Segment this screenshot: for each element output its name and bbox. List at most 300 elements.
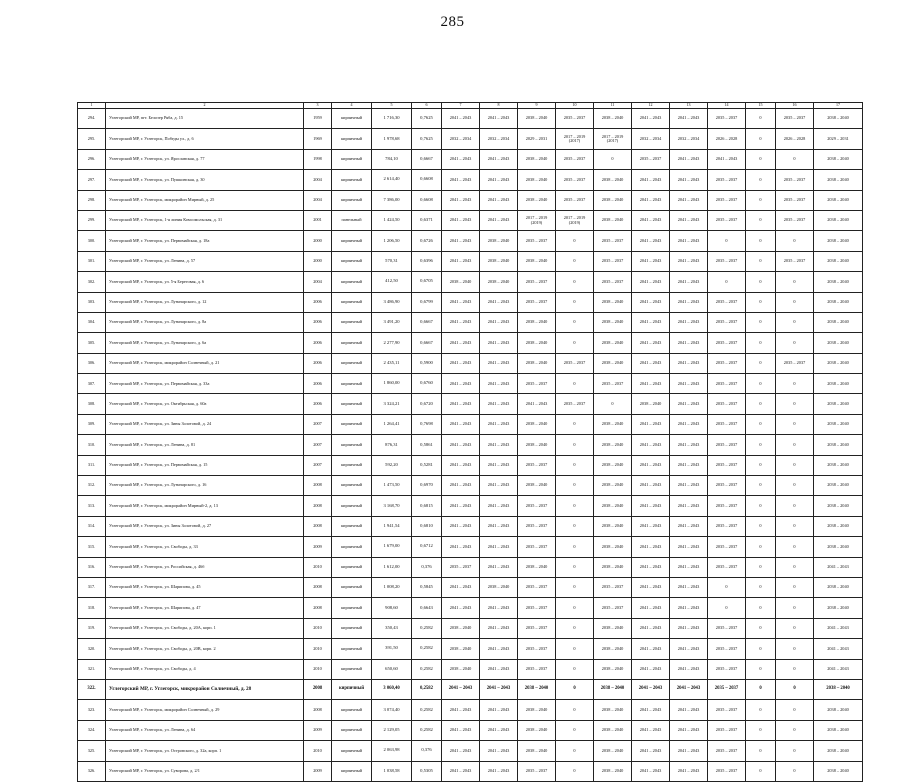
table-row (78, 394, 863, 414)
row-number-cell: 321. (78, 659, 106, 679)
table-cell: кирпичный (332, 516, 372, 536)
table-cell: 2038 – 2040 (594, 476, 632, 496)
table-cell: 0 (556, 414, 594, 434)
address-cell: Углегорский МР, г. Углегорск, ул. Первомайская, д. 18а (106, 231, 304, 251)
table-cell: кирпичный (332, 149, 372, 169)
table-cell: 0 (746, 333, 776, 353)
row-number-cell: 308. (78, 394, 106, 414)
table-cell: 2038 – 2040 (814, 394, 863, 414)
table-cell: 0 (746, 190, 776, 210)
address-cell: Углегорский МР, пгт. Белозер Ряба, д. 15 (106, 109, 304, 129)
table-cell: 2035 – 2037 (518, 598, 556, 618)
header-cell: 11 (594, 103, 632, 109)
table-cell: 1 206,50 (372, 231, 412, 251)
table-cell: 0 (746, 659, 776, 679)
table-cell: 0 (776, 557, 814, 577)
table-cell: 0 (556, 292, 594, 312)
table-cell: 0 (556, 333, 594, 353)
table-row (78, 577, 863, 597)
table-cell: 2035 – 2037 (708, 659, 746, 679)
table-cell: 2038 – 2040 (814, 455, 863, 475)
table-cell: 2038 – 2040 (594, 496, 632, 516)
table-cell: 2038 – 2040 (814, 414, 863, 434)
table-row (78, 679, 863, 699)
table-cell: 1 264,41 (372, 414, 412, 434)
table-cell: 2035 – 2037 (518, 639, 556, 659)
table-cell: 2035 – 2037 (708, 333, 746, 353)
table-cell: 2035 – 2037 (518, 231, 556, 251)
table-cell: кирпичный (332, 659, 372, 679)
table-cell: 2038 – 2040 (814, 149, 863, 169)
table-cell: 2041 – 2043 (632, 190, 670, 210)
table-cell: 2041 – 2043 (442, 170, 480, 190)
table-cell: 2006 (304, 312, 332, 332)
table-cell: 2041 – 2043 (670, 333, 708, 353)
table-cell: 2004 (304, 272, 332, 292)
table-cell: 2035 – 2037 (708, 374, 746, 394)
table-cell: 2038 – 2040 (594, 333, 632, 353)
table-cell: 0,6667 (412, 312, 442, 332)
table-cell: 2041 – 2043 (670, 455, 708, 475)
table-cell: 2038 – 2040 (442, 639, 480, 659)
table-cell: 3 324,21 (372, 394, 412, 414)
table-cell: 2035 – 2037 (776, 251, 814, 271)
table-cell: 2035 – 2037 (708, 435, 746, 455)
table-cell: 0 (556, 720, 594, 740)
table-row (78, 333, 863, 353)
table-cell: кирпичный (332, 292, 372, 312)
address-cell: Углегорский МР, г. Углегорск, ул. Пушкинская, д. 30 (106, 170, 304, 190)
table-cell: 2029 – 2031 (814, 129, 863, 149)
table-cell: 2038 – 2040 (480, 231, 518, 251)
table-cell: 2041 – 2043 (670, 639, 708, 659)
table-cell: 0,6643 (412, 598, 442, 618)
table-row (78, 414, 863, 434)
table-cell: 2038 – 2040 (594, 557, 632, 577)
table-cell: 2041 – 2043 (632, 251, 670, 271)
table-cell: 2041 – 2043 (442, 190, 480, 210)
table-cell: 0,5845 (412, 577, 442, 597)
table-cell: 1 978,68 (372, 129, 412, 149)
table-cell: 0 (556, 761, 594, 781)
address-cell: Углегорский МР, г. Углегорск, микрорайон Солнечный, д. 21 (106, 353, 304, 373)
table-cell: 0 (746, 577, 776, 597)
table-row (78, 109, 863, 129)
table-cell: 2010 (304, 741, 332, 761)
table-cell: 2038 – 2040 (518, 251, 556, 271)
table-cell: 0 (776, 720, 814, 740)
table-cell: 2038 – 2040 (814, 537, 863, 557)
table-row (78, 761, 863, 781)
table-cell: 2038 – 2040 (518, 312, 556, 332)
page-number: 285 (440, 14, 465, 30)
table-cell: 2038 – 2040 (814, 353, 863, 373)
table-cell: 2038 – 2040 (594, 618, 632, 638)
table-cell: 2038 – 2040 (480, 272, 518, 292)
header-cell: 15 (746, 103, 776, 109)
table-cell: 2038 – 2040 (814, 700, 863, 720)
table-cell: 0 (556, 659, 594, 679)
table-cell: 2035 – 2037 (708, 679, 746, 699)
table-cell: 2041 – 2043 (670, 496, 708, 516)
table-cell: 0 (746, 109, 776, 129)
address-cell: Углегорский МР, г. Углегорск, ул. Свободы, д. 20А, корп. 1 (106, 618, 304, 638)
table-cell: 0 (776, 639, 814, 659)
table-cell: 2007 (304, 435, 332, 455)
table-cell: 1 038,58 (372, 761, 412, 781)
table-cell: 0 (746, 516, 776, 536)
table-cell: 2041 – 2043 (480, 109, 518, 129)
table-cell: кирпичный (332, 496, 372, 516)
table-cell: 2041 – 2043 (708, 149, 746, 169)
table-cell: кирпичный (332, 618, 372, 638)
table-cell: 2041 – 2043 (632, 577, 670, 597)
table-cell: 0 (776, 537, 814, 557)
row-number-cell: 314. (78, 516, 106, 536)
table-cell: 0 (746, 170, 776, 190)
header-cell: 13 (670, 103, 708, 109)
table-cell: 0 (556, 312, 594, 332)
address-cell: Углегорский МР, г. Углегорск, ул. Луначарского, д. 12 (106, 292, 304, 312)
table-cell: 2041 – 2043 (670, 170, 708, 190)
table-cell: 2041 – 2043 (480, 394, 518, 414)
table-cell: кирпичный (332, 333, 372, 353)
table-row (78, 251, 863, 271)
table-cell: 2041 – 2043 (632, 414, 670, 434)
table-cell: 2035 – 2037 (708, 170, 746, 190)
table-cell: 0 (594, 149, 632, 169)
table-cell: 2041 – 2043 (480, 149, 518, 169)
table-cell: 1998 (304, 149, 332, 169)
table-cell: 2038 – 2040 (814, 292, 863, 312)
table-cell: 2038 – 2040 (594, 292, 632, 312)
header-cell: 6 (412, 103, 442, 109)
table-cell: 2041 – 2043 (480, 537, 518, 557)
row-number-cell: 299. (78, 210, 106, 230)
table-cell: 2 614,40 (372, 170, 412, 190)
table-cell: 1959 (304, 109, 332, 129)
table-row (78, 700, 863, 720)
table-cell: 2041 – 2043 (480, 679, 518, 699)
table-cell: 0 (556, 639, 594, 659)
table-cell: 2038 – 2040 (814, 516, 863, 536)
table-cell: 0 (556, 557, 594, 577)
row-number-cell: 310. (78, 435, 106, 455)
table-cell: 2041 – 2043 (632, 109, 670, 129)
table-cell: 0 (746, 374, 776, 394)
table-cell: 2038 – 2040 (518, 700, 556, 720)
table-cell: 0 (746, 129, 776, 149)
table-cell: 2041 – 2043 (670, 272, 708, 292)
table-cell: 2041 – 2043 (632, 557, 670, 577)
table-cell: 2038 – 2040 (594, 679, 632, 699)
table-cell: 2035 – 2037 (594, 231, 632, 251)
table-cell: 2035 – 2037 (518, 659, 556, 679)
header-cell: 12 (632, 103, 670, 109)
table-cell: кирпичный (332, 374, 372, 394)
table-cell: 2041 – 2043 (442, 251, 480, 271)
table-cell: кирпичный (332, 170, 372, 190)
row-number-cell: 320. (78, 639, 106, 659)
table-cell: 2006 (304, 292, 332, 312)
table-cell: 2038 – 2040 (632, 394, 670, 414)
address-cell: Углегорский МР, г. Углегорск, ул. Шарипова, д. 47 (106, 598, 304, 618)
table-row (78, 598, 863, 618)
table-cell: 0 (708, 231, 746, 251)
table-cell: 2041 – 2043 (670, 700, 708, 720)
table-cell: 0 (556, 374, 594, 394)
table-cell: 2001 (304, 210, 332, 230)
table-cell: 2035 – 2037 (708, 557, 746, 577)
row-number-cell: 311. (78, 455, 106, 475)
table-cell: 0,5861 (412, 435, 442, 455)
table-cell: 0 (776, 577, 814, 597)
table-cell: 2035 – 2037 (708, 639, 746, 659)
table-cell: 2041 – 2043 (442, 598, 480, 618)
table-cell: кирпичный (332, 720, 372, 740)
table-cell: 2041 – 2043 (670, 577, 708, 597)
table-cell: 2041 – 2043 (480, 333, 518, 353)
table-cell: кирпичный (332, 272, 372, 292)
row-number-cell: 325. (78, 741, 106, 761)
table-cell: 0 (556, 618, 594, 638)
table-cell: 570,31 (372, 251, 412, 271)
table-cell: 2041 – 2043 (632, 455, 670, 475)
table-cell: 2038 – 2040 (814, 312, 863, 332)
row-number-cell: 307. (78, 374, 106, 394)
address-cell: Углегорский МР, г. Углегорск, микрорайон Мирный, д. 25 (106, 190, 304, 210)
table-cell: 0 (776, 496, 814, 516)
table-cell: 0 (776, 618, 814, 638)
table-cell: 0 (776, 476, 814, 496)
table-cell: 2007 (304, 455, 332, 475)
header-cell: 2 (106, 103, 304, 109)
address-cell: Углегорский МР, г. Углегорск, 1-я линия Комсомольская, д. 31 (106, 210, 304, 230)
table-cell: 0 (746, 394, 776, 414)
table-cell: кирпичный (332, 476, 372, 496)
table-cell: 2041 – 2043 (480, 516, 518, 536)
table-cell: 0 (746, 272, 776, 292)
header-cell: 7 (442, 103, 480, 109)
table-cell: 0 (776, 333, 814, 353)
table-cell: 2035 – 2037 (518, 761, 556, 781)
table-cell: 2041 – 2043 (632, 374, 670, 394)
table-cell: 2038 – 2040 (518, 190, 556, 210)
table-cell: 2035 – 2037 (708, 618, 746, 638)
table-cell: 2035 – 2037 (518, 272, 556, 292)
table-cell: 1 679,00 (372, 537, 412, 557)
table-cell: 0 (746, 455, 776, 475)
table-cell: 3 074,40 (372, 700, 412, 720)
table-cell: 2035 – 2037 (708, 109, 746, 129)
table-cell: 2041 – 2043 (632, 659, 670, 679)
table-cell: 2041 – 2043 (480, 700, 518, 720)
table-cell: 0,6720 (412, 394, 442, 414)
table-cell: 2032 – 2034 (442, 129, 480, 149)
table-cell: 1969 (304, 129, 332, 149)
table-cell: 0,2582 (412, 659, 442, 679)
table-cell: 2008 (304, 496, 332, 516)
table-cell: 2041 – 2043 (632, 333, 670, 353)
table-cell: 2038 – 2040 (480, 251, 518, 271)
address-cell: Углегорский МР, г. Углегорск, ул. Суворова, д. 2/1 (106, 761, 304, 781)
table-cell: 2041 – 2043 (442, 333, 480, 353)
table-cell: 2035 – 2037 (776, 109, 814, 129)
table-cell: кирпичный (332, 414, 372, 434)
table-row (78, 435, 863, 455)
table-cell: 2038 – 2040 (594, 210, 632, 230)
table-cell: 2006 (304, 353, 332, 373)
table-cell: 2038 – 2040 (814, 190, 863, 210)
table-cell: 2041 – 2043 (442, 414, 480, 434)
table-cell: 0,6608 (412, 170, 442, 190)
table-cell: кирпичный (332, 312, 372, 332)
row-number-cell: 316. (78, 557, 106, 577)
row-number-cell: 326. (78, 761, 106, 781)
table-cell: 0,7698 (412, 414, 442, 434)
table-cell: 2041 – 2043 (632, 741, 670, 761)
table-cell: 0,6712 (412, 537, 442, 557)
table-cell: 2035 – 2037 (594, 374, 632, 394)
table-cell: 2041 – 2043 (480, 312, 518, 332)
table-cell: 592,20 (372, 455, 412, 475)
table-cell: 2008 (304, 700, 332, 720)
table-cell: 2035 – 2037 (594, 272, 632, 292)
table-cell: 2041 – 2043 (480, 476, 518, 496)
table-cell: 0 (746, 741, 776, 761)
table-cell: 2038 – 2040 (594, 659, 632, 679)
table-cell: 391,50 (372, 639, 412, 659)
table-cell: 0 (776, 272, 814, 292)
row-number-cell: 313. (78, 496, 106, 516)
table-cell: 2038 – 2040 (594, 516, 632, 536)
table-cell: 2035 – 2037 (776, 353, 814, 373)
table-cell: 2035 – 2037 (708, 353, 746, 373)
table-cell: 0 (708, 272, 746, 292)
table-cell: 2038 – 2040 (594, 700, 632, 720)
table-cell: 2035 – 2037 (708, 394, 746, 414)
table-cell: 2008 (304, 476, 332, 496)
table-cell: 2041 – 2043 (442, 109, 480, 129)
table-cell: 0 (776, 679, 814, 699)
table-cell: 0 (776, 761, 814, 781)
table-cell: 2041 – 2043 (632, 435, 670, 455)
table-cell: 2032 – 2034 (480, 129, 518, 149)
table-cell: 2041 – 2043 (442, 761, 480, 781)
table-cell: 0 (776, 292, 814, 312)
table-row (78, 292, 863, 312)
table-cell: 0 (776, 659, 814, 679)
table-row (78, 231, 863, 251)
table-cell: 2017 – 2019 (2019) (518, 210, 556, 230)
table-cell: 784,10 (372, 149, 412, 169)
table-cell: 2038 – 2040 (814, 333, 863, 353)
table-cell: 3 168,70 (372, 496, 412, 516)
row-number-cell: 296. (78, 149, 106, 169)
table-cell: 2041 – 2043 (670, 374, 708, 394)
table-cell: 2041 – 2043 (442, 210, 480, 230)
table-cell: 2041 – 2043 (480, 761, 518, 781)
table-cell: 2041 – 2043 (480, 455, 518, 475)
table-cell: 2041 – 2043 (670, 557, 708, 577)
table-cell: кирпичный (332, 251, 372, 271)
table-cell: 2038 – 2040 (442, 618, 480, 638)
table-cell: 0,7625 (412, 109, 442, 129)
table-cell: 2038 – 2040 (518, 435, 556, 455)
table-cell: 0,6799 (412, 292, 442, 312)
header-cell: 1 (78, 103, 106, 109)
table-cell: 2041 – 2043 (632, 720, 670, 740)
table-cell: 2035 – 2037 (776, 190, 814, 210)
table-cell: 0 (776, 598, 814, 618)
table-cell: 2041 – 2043 (518, 394, 556, 414)
header-cell: 3 (304, 103, 332, 109)
table-cell: 2038 – 2040 (594, 741, 632, 761)
table-cell: 3 491,20 (372, 312, 412, 332)
table-cell: 0,2582 (412, 639, 442, 659)
housing-table-container (77, 102, 860, 782)
table-cell: 0,6667 (412, 149, 442, 169)
table-cell: 0 (746, 598, 776, 618)
table-cell: 2017 – 2019 (2017) (556, 129, 594, 149)
address-cell: Углегорский МР, г. Углегорск, ул. Октябрьская, д. 60а (106, 394, 304, 414)
table-cell: 0 (594, 394, 632, 414)
table-cell: 2041 – 2043 (442, 231, 480, 251)
table-cell: кирпичный (332, 761, 372, 781)
table-cell: 2041 – 2043 (442, 435, 480, 455)
table-cell: 2038 – 2040 (594, 170, 632, 190)
table-cell: 0,2582 (412, 720, 442, 740)
table-cell: 0,7625 (412, 129, 442, 149)
table-cell: 2041 – 2043 (480, 374, 518, 394)
table-cell: кирпичный (332, 190, 372, 210)
table-cell: 0 (746, 414, 776, 434)
table-cell: 412,50 (372, 272, 412, 292)
table-cell: 2038 – 2040 (594, 190, 632, 210)
address-cell: Углегорский МР, г. Углегорск, микрорайон Солнечный, д. 28 (106, 679, 304, 699)
table-cell: 2035 – 2037 (556, 149, 594, 169)
table-cell: 2008 (304, 598, 332, 618)
table-cell: 2038 – 2040 (518, 109, 556, 129)
table-cell: 2035 – 2037 (518, 496, 556, 516)
table-cell: 0,6726 (412, 231, 442, 251)
table-cell: 2032 – 2034 (670, 129, 708, 149)
table-cell: 0 (776, 435, 814, 455)
row-number-cell: 312. (78, 476, 106, 496)
row-number-cell: 319. (78, 618, 106, 638)
table-cell: 2038 – 2040 (814, 679, 863, 699)
table-cell: 1 716,30 (372, 109, 412, 129)
table-cell: 2035 – 2037 (708, 761, 746, 781)
address-cell: Углегорский МР, г. Углегорск, ул. Шарипова, д. 45 (106, 577, 304, 597)
table-cell: кирпичный (332, 679, 372, 699)
table-cell: 0,6608 (412, 190, 442, 210)
table-cell: 0,376 (412, 741, 442, 761)
table-cell: 2038 – 2040 (594, 537, 632, 557)
table-cell: 2006 (304, 333, 332, 353)
table-cell: 2038 – 2040 (814, 741, 863, 761)
address-cell: Углегорский МР, г. Углегорск, ул. Островского, д. 32а, корп. 1 (106, 741, 304, 761)
table-cell: 2010 (304, 659, 332, 679)
table-cell: 2041 – 2043 (670, 231, 708, 251)
table-cell: 2041 – 2043 (442, 720, 480, 740)
table-cell: 2038 – 2040 (814, 577, 863, 597)
address-cell: Углегорский МР, г. Углегорск, ул. 5-я Береговая, д. 6 (106, 272, 304, 292)
table-row (78, 312, 863, 332)
address-cell: Углегорский МР, г. Углегорск, ул. Зины Золотовой, д. 24 (106, 414, 304, 434)
table-cell: 2038 – 2040 (442, 659, 480, 679)
table-cell: 650,60 (372, 659, 412, 679)
